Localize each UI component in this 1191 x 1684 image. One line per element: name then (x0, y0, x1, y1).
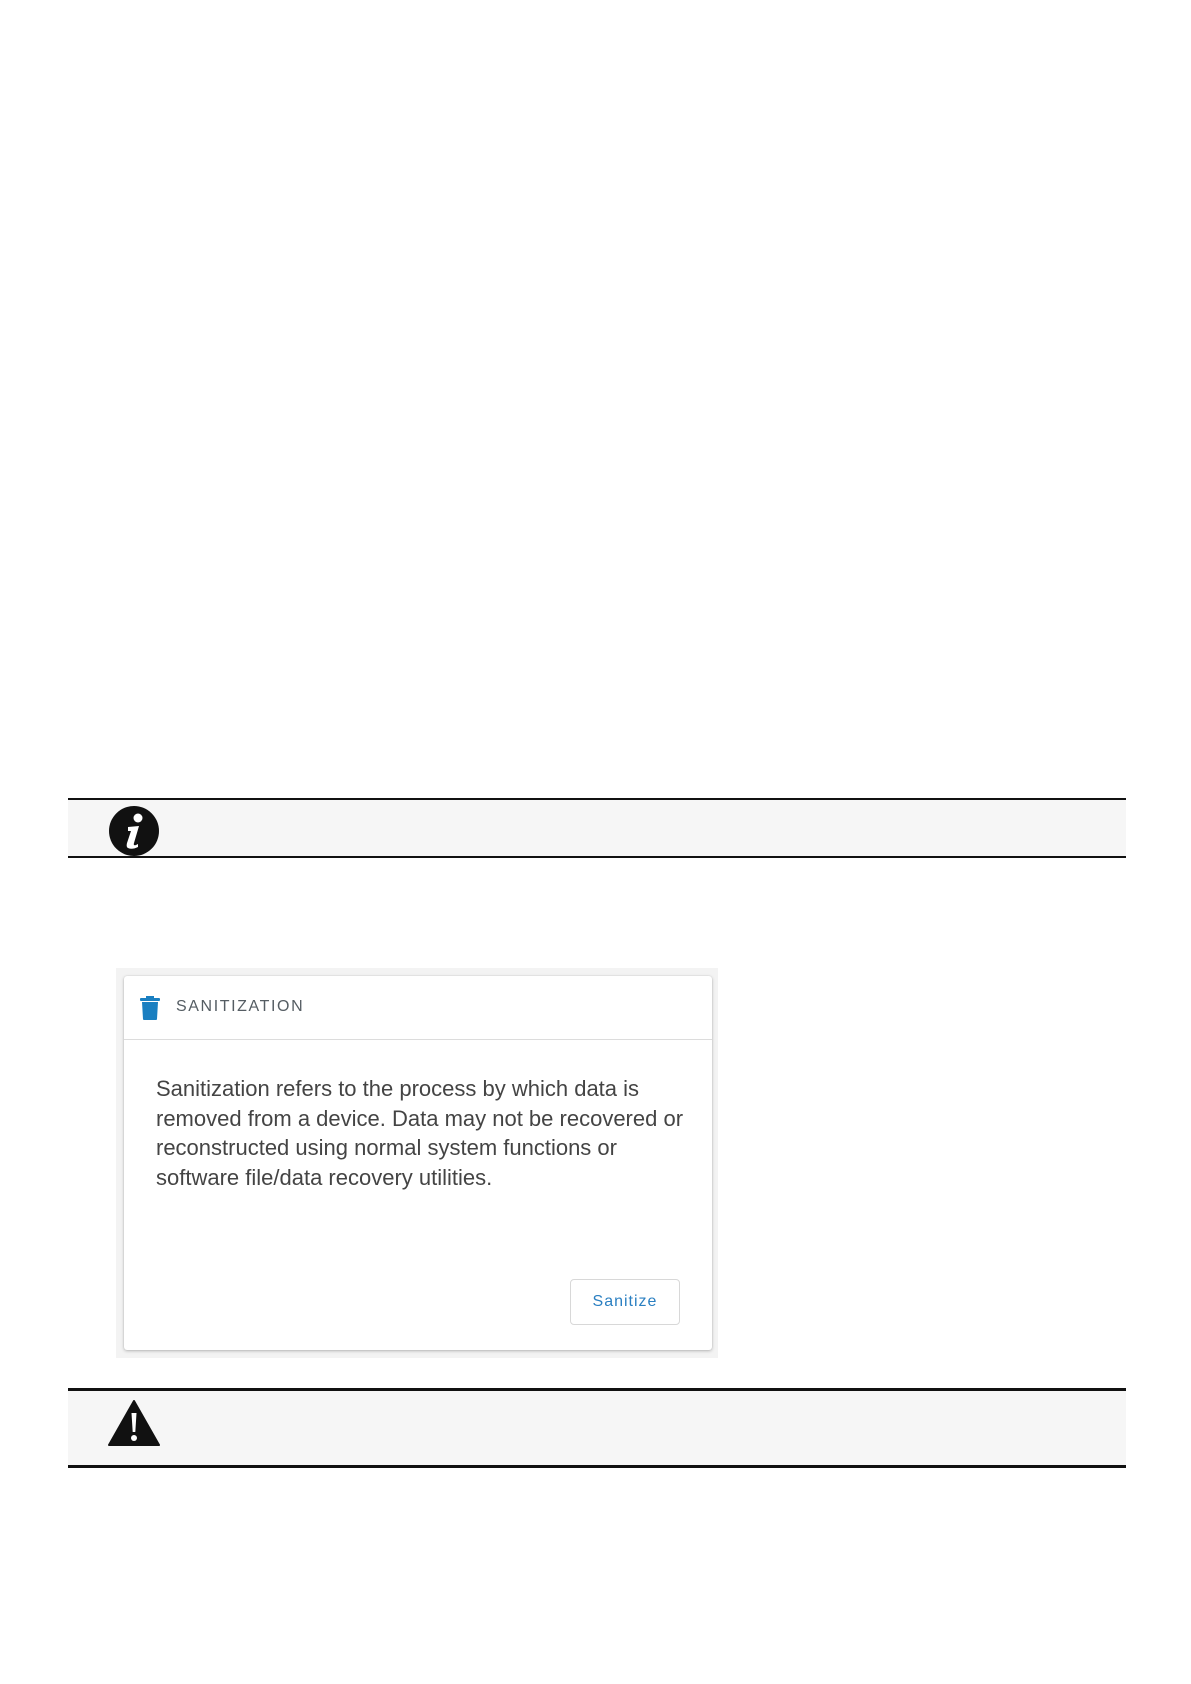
sanitization-card (124, 976, 712, 1350)
warning-note-bar (68, 1388, 1126, 1468)
warning-icon (108, 1399, 160, 1447)
card-header (124, 976, 712, 1040)
sanitize-button[interactable]: Sanitize (570, 1279, 680, 1325)
info-note-bar (68, 798, 1126, 858)
trash-icon (140, 996, 160, 1020)
info-icon (108, 805, 160, 857)
card-title: SANITIZATION (176, 998, 305, 1015)
card-screenshot-frame (116, 968, 718, 1358)
card-description: Sanitization refers to the process by which data is removed from a device. Data may not be recovered or reconstructed using normal system functions or software file/data recovery utilities. (156, 1076, 684, 1190)
